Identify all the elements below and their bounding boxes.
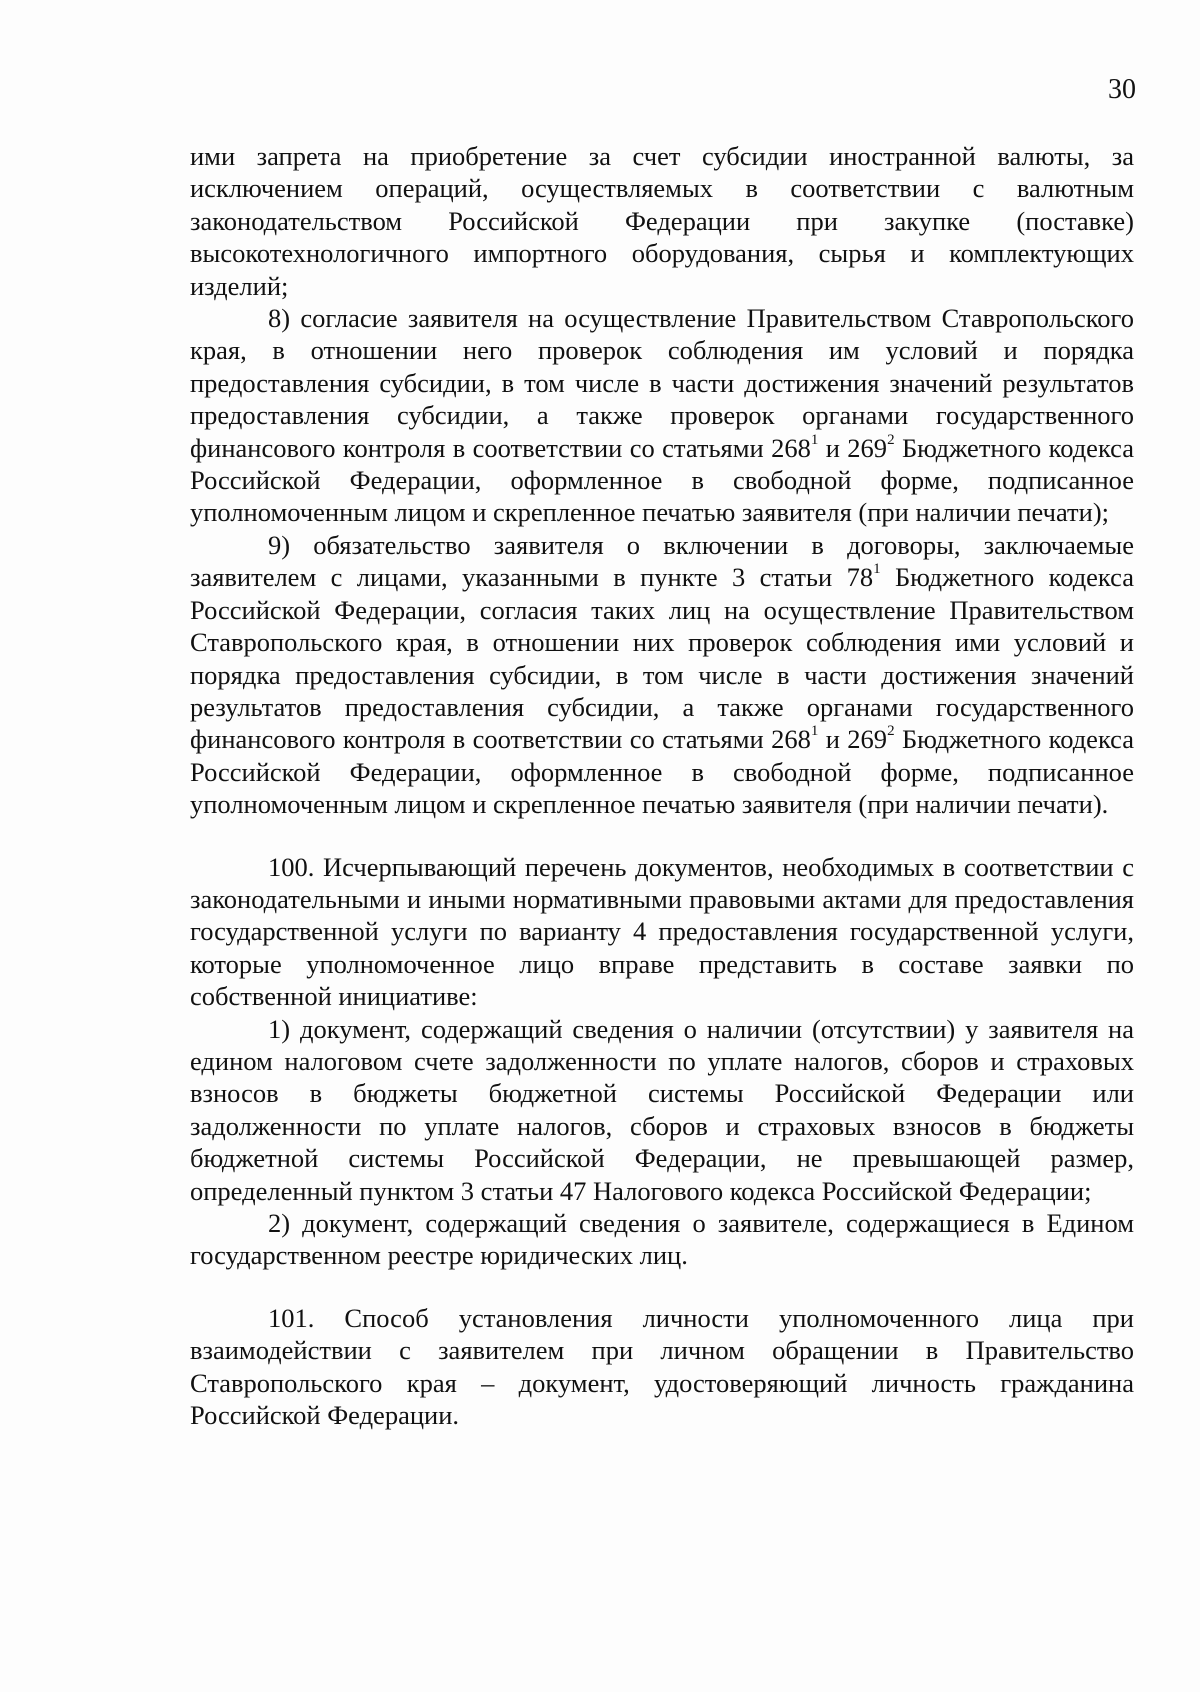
paragraph-text: и 269 — [818, 432, 888, 463]
page-number: 30 — [1108, 74, 1136, 105]
superscript: 2 — [887, 431, 895, 448]
paragraph-text: и 269 — [818, 724, 888, 755]
superscript: 2 — [887, 723, 895, 740]
superscript: 1 — [810, 431, 819, 448]
superscript: 1 — [873, 561, 881, 578]
superscript: 1 — [810, 723, 819, 740]
paragraph-continuation: ими запрета на приобретение за счет субсидии иностранной валюты, за исключением операций, осуществляемых в соответствии с валютным законодательством Российской Федерации при закупке (поставке) высокотехнологичного импортного оборудования, сырья и комплектующих изделий; — [190, 141, 1134, 301]
paragraph-item-1: 1) документ, содержащий сведения о наличии (отсутствии) у заявителя на едином налоговом счете задолженности по уплате налогов, сборов и страховых взносов в бюджеты бюджетной системы Российской Федерации или задолженности по уплате налогов, сборов и страховых взносов в бюджеты бюджетной системы Российской Федерации, не превышающей размер, определенный пунктом 3 статьи 47 Налогового кодекса Российской Федерации; — [190, 1013, 1134, 1206]
paragraph-text: Бюджетного кодекса Российской Федерации, согласия таких лиц на осуществление Правительством Ставропольского края, в отношении них проверок соблюдения ими условий и порядка предоставления субсидии, в том числе в части достижения значений результатов предоставления субсидии, а также органами государственного финансового контроля в соответствии со статьями 268 — [190, 562, 1134, 755]
paragraph-text: 8) согласие заявителя на осуществление Правительством Ставропольского края, в отношении него проверок соблюдения им условий и порядка предоставления субсидии, в том числе в части достижения значений результатов предоставления субсидии, а также проверок органами государственного финансового контроля в соответствии со статьями 268 — [190, 303, 1134, 463]
paragraph-item-2: 2) документ, содержащий сведения о заявителе, содержащиеся в Едином государственном реестре юридических лиц. — [190, 1208, 1134, 1271]
paragraph-section-101: 101. Способ установления личности уполномоченного лица при взаимодействии с заявителем при личном обращении в Правительство Ставропольского края – документ, удостоверяющий личность гражданина Российской Федерации. — [190, 1302, 1134, 1431]
paragraph-text: Бюджетного кодекса Российской Федерации, оформленное в свободной форме, подписанное уполномоченным лицом и скрепленное печатью заявителя (при наличии печати). — [190, 724, 1135, 820]
paragraph-text: 9) обязательство заявителя о включении в договоры, заключаемые заявителем с лицами, указанными в пункте 3 статьи 78 — [190, 529, 1134, 593]
paragraph-item-9 — [190, 529, 1134, 821]
paragraph-item-8 — [190, 302, 1134, 529]
paragraph-text: Бюджетного кодекса Российской Федерации, оформленное в свободной форме, подписанное уполномоченным лицом и скрепленное печатью заявителя (при наличии печати); — [190, 432, 1135, 528]
paragraph-section-100: 100. Исчерпывающий перечень документов, необходимых в соответствии с законодательными и иными нормативными правовыми актами для предоставления государственной услуги по варианту 4 предоставления государственной услуги, которые уполномоченное лицо вправе представить в составе заявки по собственной инициативе: — [190, 851, 1134, 1012]
document-body — [190, 140, 1134, 1431]
